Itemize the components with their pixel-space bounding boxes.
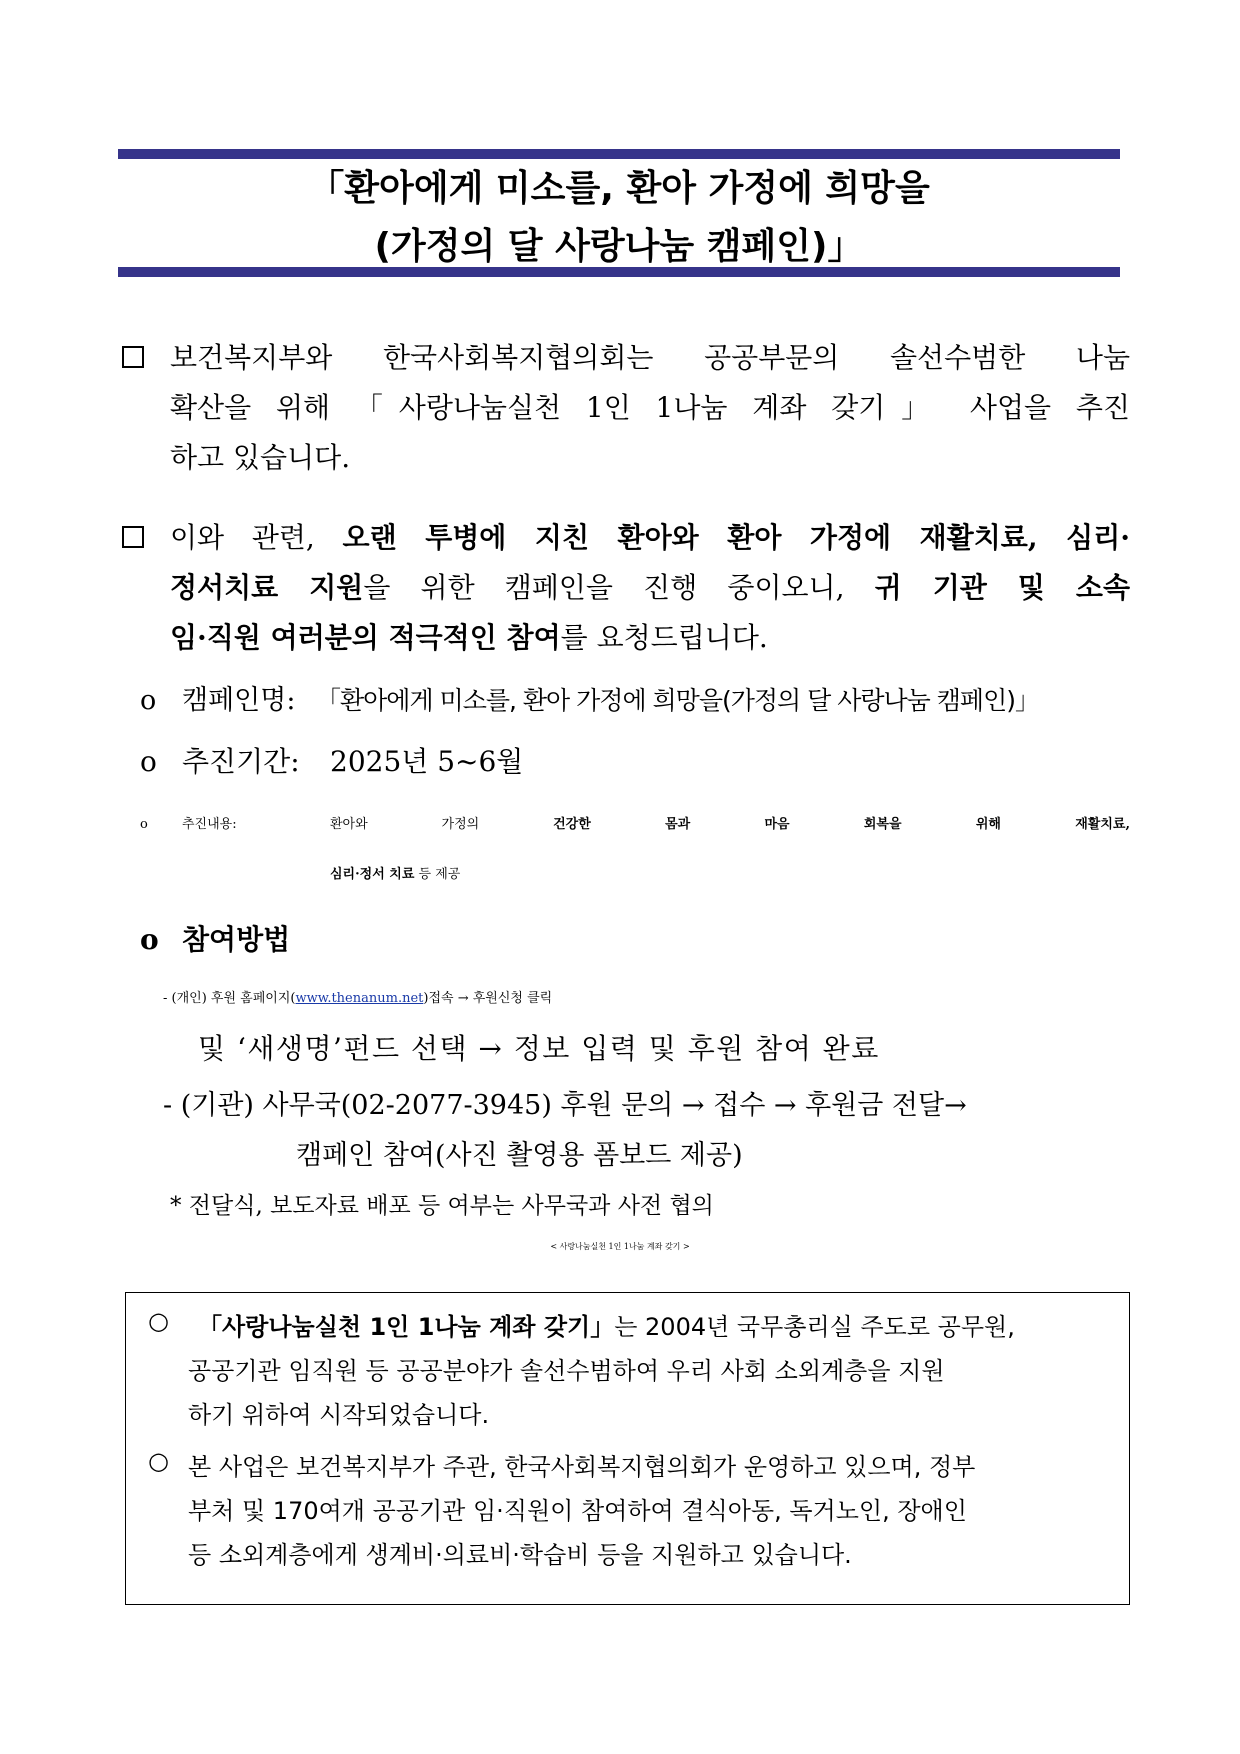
request-line-2 bbox=[170, 563, 1130, 613]
org-method-line-2: 캠페인 참여(사진 촬영용 폼보드 제공) bbox=[296, 1140, 743, 1171]
personal-method-text: )접속 → 후원신청 클릭 bbox=[423, 991, 553, 1006]
circle-bullet-icon: o bbox=[140, 745, 157, 778]
request-paragraph bbox=[120, 513, 1130, 663]
content-text: 환아와 가정의 bbox=[330, 817, 554, 832]
info-p1-line-3: 하기 위하여 시작되었습니다. bbox=[188, 1401, 490, 1429]
info-bold-text: 「사랑나눔실천 1인 1나눔 계좌 갖기」 bbox=[198, 1313, 615, 1341]
info-p2-line-2: 부처 및 170여개 공공기관 임·직원이 참여하여 결식아동, 독거노인, 장애인 bbox=[188, 1497, 967, 1525]
circle-bullet-icon: ○ bbox=[148, 1447, 169, 1475]
circle-bullet-icon: o bbox=[140, 817, 148, 832]
circle-bullet-icon: o bbox=[140, 685, 157, 716]
request-text: 를 요청드립니다. bbox=[560, 621, 768, 654]
campaign-name-value: 「환아에게 미소를, 환아 가정에 희망을(가정의 달 사랑나눔 캠페인)」 bbox=[316, 686, 1039, 715]
content-line-1 bbox=[330, 800, 1130, 850]
period-label: 추진기간: bbox=[182, 745, 300, 778]
homepage-link[interactable]: www.thenanum.net bbox=[295, 991, 424, 1006]
request-text: 이와 관련, bbox=[170, 521, 343, 554]
title-bottom-rule bbox=[118, 267, 1120, 277]
info-text: 는 2004년 국무총리실 주도로 공무원, bbox=[614, 1313, 1015, 1341]
request-bold-text: 오랜 투병에 지친 환아와 환아 가정에 재활치료, 심리· bbox=[342, 521, 1130, 554]
content-item bbox=[140, 800, 1130, 900]
page-title-line1: 「환아에게 미소를, 환아 가정에 희망을 bbox=[308, 168, 930, 209]
checkbox-square-icon bbox=[122, 526, 144, 548]
program-info-box bbox=[125, 1292, 1130, 1605]
info-p2-line-1: 본 사업은 보건복지부가 주관, 한국사회복지협의회가 운영하고 있으며, 정부 bbox=[188, 1453, 976, 1481]
intro-line-2: 확산을 위해 「사랑나눔실천 1인 1나눔 계좌 갖기」 사업을 추진 bbox=[170, 391, 1130, 424]
coordination-note: * 전달식, 보도자료 배포 등 여부는 사무국과 사전 협의 bbox=[170, 1193, 714, 1219]
request-line-1 bbox=[170, 513, 1130, 563]
personal-method-line-1 bbox=[163, 974, 1130, 1024]
period-value: 2025년 5~6월 bbox=[330, 745, 524, 778]
content-text: 등 제공 bbox=[414, 867, 461, 882]
title-top-rule bbox=[118, 149, 1120, 159]
circle-bullet-icon: o bbox=[140, 923, 159, 956]
request-text: 을 위한 캠페인을 진행 중이오니, bbox=[363, 571, 875, 604]
content-line-2 bbox=[330, 850, 460, 900]
info-p1-line-2: 공공기관 임직원 등 공공분야가 솔선수범하여 우리 사회 소외계층을 지원 bbox=[188, 1357, 945, 1385]
content-label: 추진내용: bbox=[182, 817, 237, 832]
request-line-3 bbox=[170, 613, 1130, 663]
intro-line-1: 보건복지부와 한국사회복지협의회는 공공부문의 솔선수범한 나눔 bbox=[170, 341, 1130, 374]
info-p1-line-1 bbox=[198, 1307, 1015, 1342]
request-bold-text: 귀 기관 및 소속 bbox=[874, 571, 1130, 604]
personal-method-text: - (개인) 후원 홈페이지( bbox=[163, 991, 296, 1006]
personal-method-line-2: 및 ‘새생명’펀드 선택 → 정보 입력 및 후원 참여 완료 bbox=[198, 1032, 880, 1065]
campaign-name-label: 캠페인명: bbox=[182, 685, 296, 716]
checkbox-square-icon bbox=[122, 346, 144, 368]
intro-paragraph bbox=[120, 333, 1130, 483]
content-bold-text: 건강한 몸과 마음 회복을 위해 재활치료, bbox=[553, 817, 1130, 832]
intro-line-3: 하고 있습니다. bbox=[170, 441, 351, 474]
circle-bullet-icon: ○ bbox=[148, 1307, 169, 1335]
request-bold-text: 정서치료 지원 bbox=[170, 571, 364, 604]
info-p2-line-3: 등 소외계층에게 생계비·의료비·학습비 등을 지원하고 있습니다. bbox=[188, 1541, 852, 1569]
org-method-line-1: - (기관) 사무국(02-2077-3945) 후원 문의 → 접수 → 후원금 전달→ bbox=[163, 1090, 967, 1121]
method-label: 참여방법 bbox=[182, 923, 291, 956]
content-bold-text: 심리·정서 치료 bbox=[330, 867, 415, 882]
box-caption: < 사랑나눔실천 1인 1나눔 계좌 갖기 > bbox=[550, 1242, 690, 1251]
request-bold-text: 임·직원 여러분의 적극적인 참여 bbox=[170, 621, 561, 654]
page-title-line2: (가정의 달 사랑나눔 캠페인)」 bbox=[374, 226, 864, 267]
